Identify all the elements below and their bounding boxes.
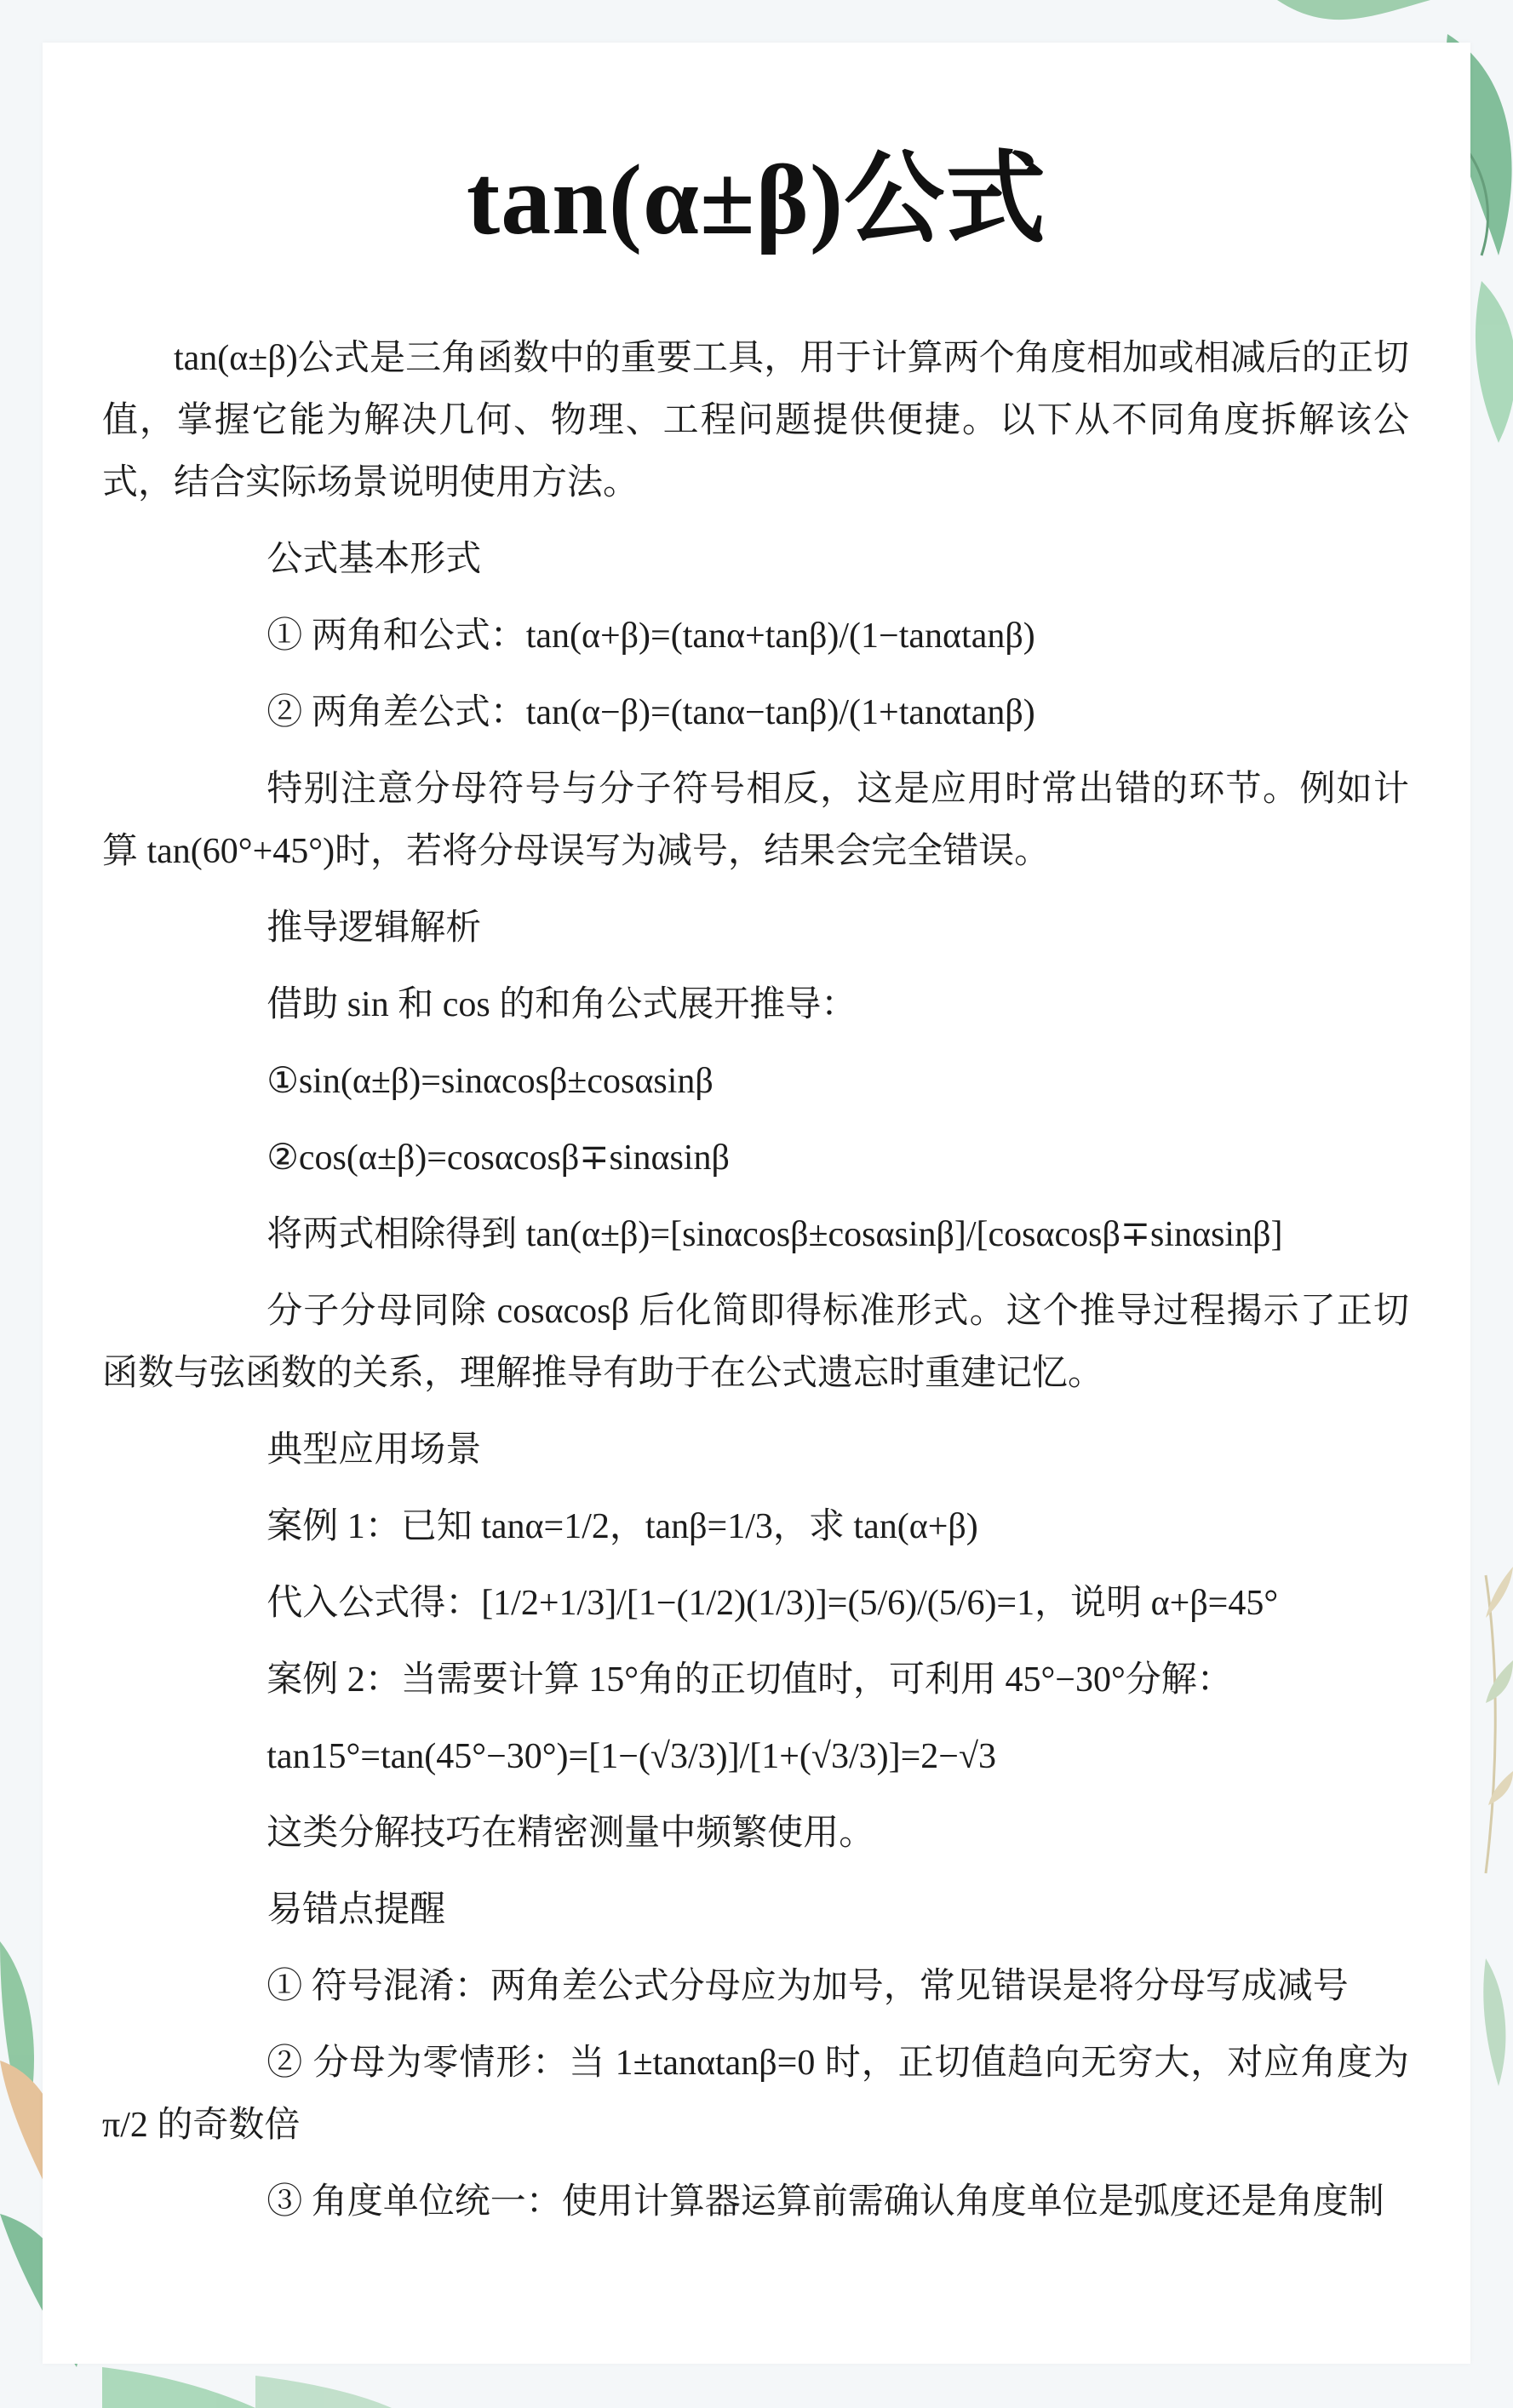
- body-paragraph: 特别注意分母符号与分子符号相反，这是应用时常出错的环节。例如计算 tan(60°+45°)时，若将分母误写为减号，结果会完全错误。: [102, 770, 1409, 871]
- example-line: 案例 1：已知 tanα=1/2，tanβ=1/3，求 tan(α+β): [266, 1507, 978, 1546]
- section-heading: 典型应用场景: [266, 1430, 482, 1470]
- section-heading: 易错点提醒: [266, 1890, 446, 1929]
- formula-line: ②cos(α±β)=cosαcosβ∓sinαsinβ: [266, 1138, 730, 1178]
- section-heading: 推导逻辑解析: [266, 909, 482, 948]
- section-heading: 公式基本形式: [266, 540, 482, 579]
- formula-line: ② 两角差公式：tan(α−β)=(tanα−tanβ)/(1+tanαtanβ): [266, 693, 1035, 732]
- example-line: 代入公式得：[1/2+1/3]/[1−(1/2)(1/3)]=(5/6)/(5/6)=1，说明 α+β=45°: [266, 1584, 1279, 1623]
- formula-line: ① 两角和公式：tan(α+β)=(tanα+tanβ)/(1−tanαtanβ): [266, 616, 1035, 656]
- body-paragraph: 这类分解技巧在精密测量中频繁使用。: [266, 1814, 875, 1853]
- formula-line: tan15°=tan(45°−30°)=[1−(√3/3)]/[1+(√3/3)]=2−√3: [266, 1737, 997, 1776]
- page-title: tan(α±β)公式: [466, 144, 1047, 255]
- tip-item: ② 分母为零情形：当 1±tanαtanβ=0 时，正切值趋向无穷大，对应角度为 π/2 的奇数倍: [102, 2044, 1409, 2145]
- intro-paragraph: tan(α±β)公式是三角函数中的重要工具，用于计算两个角度相加或相减后的正切值，掌握它能为解决几何、物理、工程问题提供便捷。以下从不同角度拆解该公式，结合实际场景说明使用方法。: [102, 339, 1409, 502]
- formula-line: 将两式相除得到 tan(α±β)=[sinαcosβ±cosαsinβ]/[cosαcosβ∓sinαsinβ]: [266, 1215, 1283, 1254]
- formula-line: ①sin(α±β)=sinαcosβ±cosαsinβ: [266, 1062, 714, 1101]
- example-line: 案例 2：当需要计算 15°角的正切值时，可利用 45°−30°分解：: [266, 1660, 1233, 1700]
- tip-item: ③ 角度单位统一：使用计算器运算前需确认角度单位是弧度还是角度制: [266, 2182, 1384, 2222]
- body-paragraph: 借助 sin 和 cos 的和角公式展开推导：: [266, 985, 857, 1024]
- tip-item: ① 符号混淆：两角差公式分母应为加号，常见错误是将分母写成减号: [266, 1967, 1349, 2006]
- article-body: [102, 328, 1409, 2233]
- body-paragraph: 分子分母同除 cosαcosβ 后化简即得标准形式。这个推导过程揭示了正切函数与弦函数的关系，理解推导有助于在公式遗忘时重建记忆。: [102, 1292, 1409, 1393]
